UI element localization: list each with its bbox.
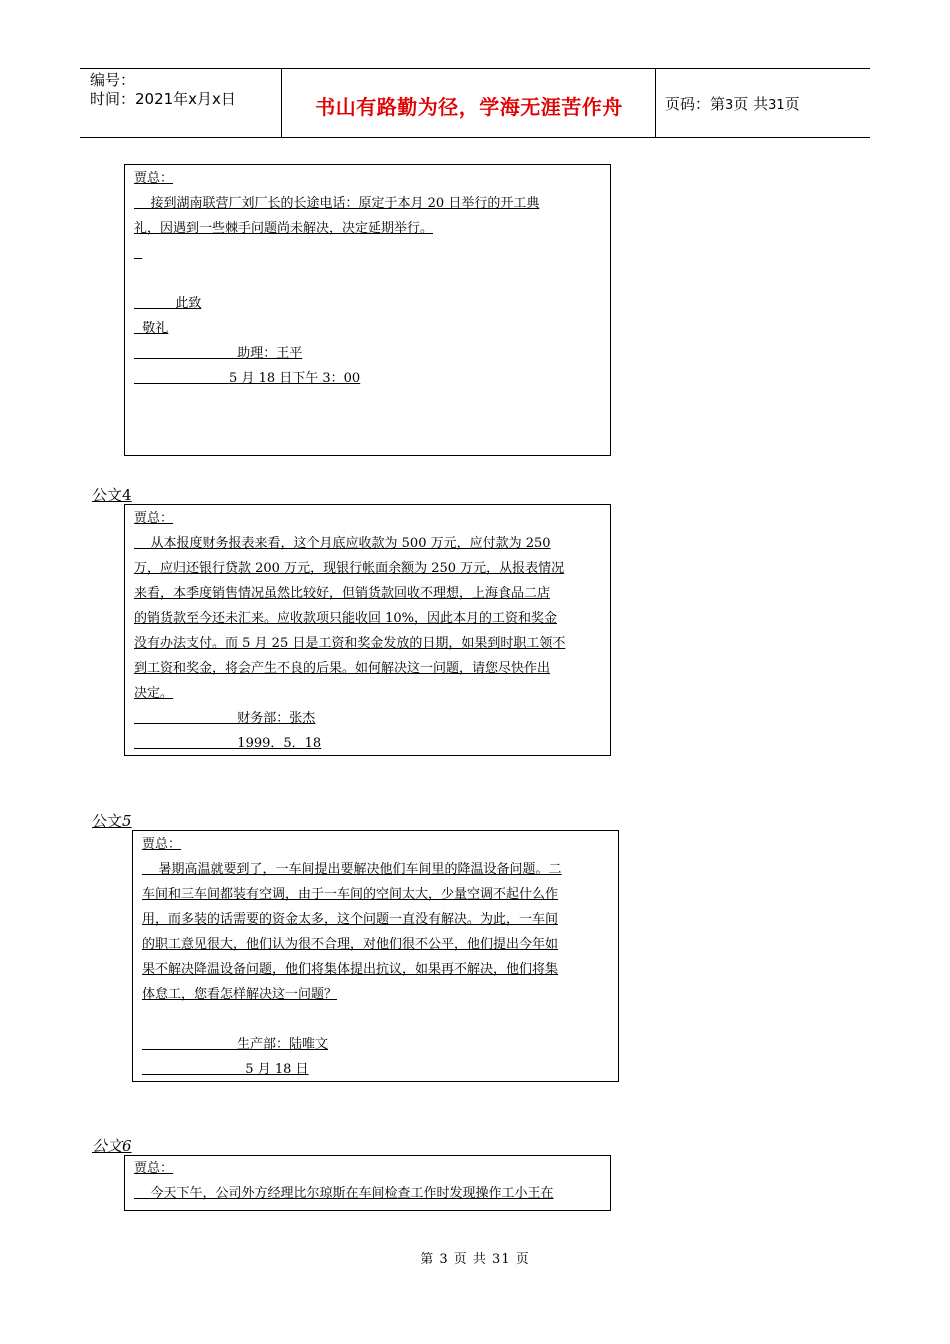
header-bianhao: 编号： [90,71,136,89]
memo-body-line: 的销货款至今还未汇来。应收款项只能收回 10%，因此本月的工资和奖金 [134,611,558,626]
memo-3-box [124,164,611,456]
memo-body-line: 没有办法支付。而 5 月 25 日是工资和奖金发放的日期，如果到时职工领不 [134,636,566,651]
memo-date: 5 月 18 日 [142,1062,309,1077]
header-motto: 书山有路勤为径，学海无涯苦作舟 [315,95,623,119]
memo-body-line: 万，应归还银行贷款 200 万元，现银行帐面余额为 250 万元，从报表情况 [134,561,565,576]
memo-5-title: 公文5 [92,812,132,830]
memo-body-line: 车间和三车间都装有空调，由于一车间的空间太大，少量空调不起什么作 [142,887,559,902]
memo-5-box [132,830,619,1082]
memo-body-line: 从本报度财务报表来看，这个月底应收款为 500 万元，应付款为 250 [134,536,551,551]
memo-greeting: 贾总： [142,837,182,852]
memo-body-line: 果不解决降温设备问题，他们将集体提出抗议，如果再不解决，他们将集 [142,962,559,977]
memo-body-line: 来看，本季度销售情况虽然比较好，但销货款回收不理想，上海食品二店 [134,586,551,601]
memo-body-line: 决定。 [134,686,174,701]
memo-body-line: 礼，因遇到一些棘手问题尚未解决，决定延期举行。 [134,221,434,236]
memo-body-line: 今天下午，公司外方经理比尔琼斯在车间检查工作时发现操作工小王在 [134,1186,554,1201]
page-total: 31 [768,98,785,113]
header-page-info: 页码：第3页 共31页 [665,95,800,113]
memo-body-line: 到工资和奖金，将会产生不良的后果。如何解决这一问题，请您尽快作出 [134,661,551,676]
memo-date: 1999．5．18 [134,736,322,751]
page-number: 3 [725,98,734,113]
memo-body-line: 接到湖南联营厂刘厂长的长途电话：原定于本月 20 日举行的开工典 [134,196,540,211]
memo-closing: 敬礼 [134,321,169,336]
memo-signer: 财务部：张杰 [134,711,316,726]
memo-closing: 此致 [134,296,202,311]
memo-dash [134,246,142,262]
memo-4-box [124,504,611,756]
memo-signer: 助理：王平 [134,346,303,361]
memo-body-line: 用，而多装的话需要的资金太多，这个问题一直没有解决。为此，一车间 [142,912,559,927]
memo-greeting: 贾总： [134,1161,174,1176]
memo-greeting: 贾总： [134,171,174,186]
memo-6-title: 公文6 [92,1137,132,1155]
memo-greeting: 贾总： [134,511,174,526]
memo-6-box [124,1155,611,1211]
memo-4-title: 公文4 [92,486,132,504]
page-header [80,68,870,138]
header-meta [90,71,236,109]
header-time: 时间：2021年x月x日 [90,90,236,108]
memo-date: 5 月 18 日下午 3：00 [134,371,361,386]
memo-body-line: 体怠工，您看怎样解决这一问题？ [142,987,338,1002]
memo-body-line: 暑期高温就要到了，一车间提出要解决他们车间里的降温设备问题。二 [142,862,562,877]
memo-signer: 生产部：陆唯文 [142,1037,329,1052]
page-footer: 第 3 页 共 31 页 [420,1252,530,1267]
memo-body-line: 的职工意见很大，他们认为很不合理，对他们很不公平，他们提出今年如 [142,937,559,952]
